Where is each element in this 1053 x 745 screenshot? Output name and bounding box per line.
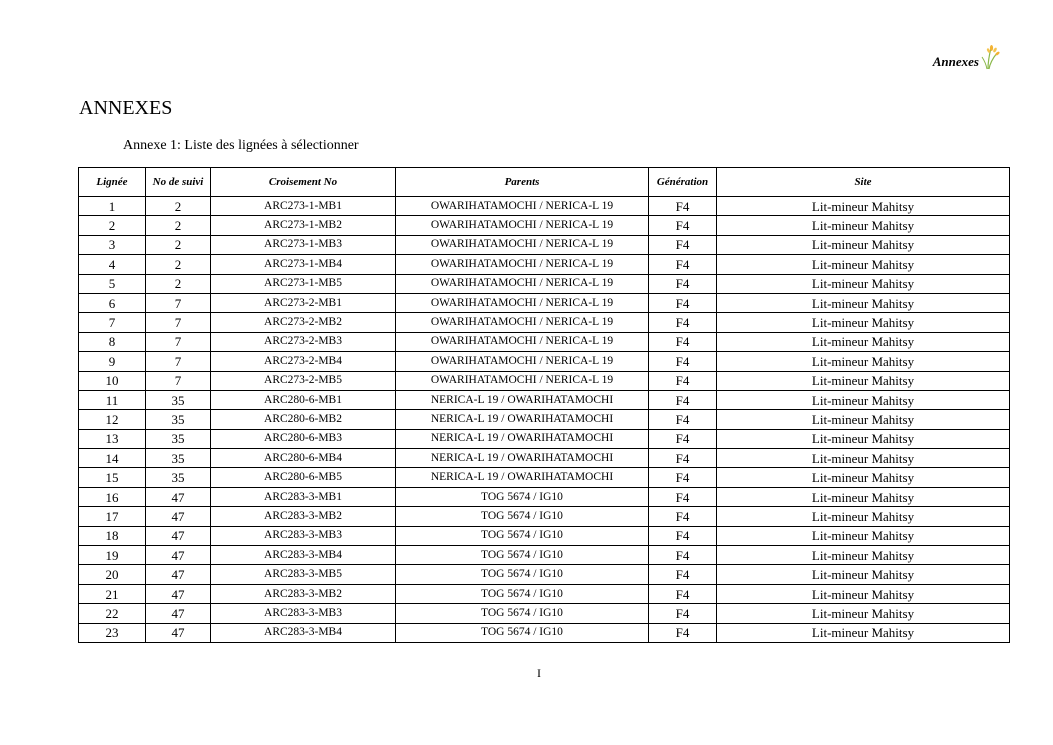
table-row <box>79 313 1010 332</box>
cell-generation: F4 <box>649 332 717 351</box>
cell-generation: F4 <box>649 274 717 293</box>
cell-no-de-suivi: 2 <box>146 274 211 293</box>
cell-site: Lit-mineur Mahitsy <box>717 216 1010 235</box>
cell-lignee: 17 <box>79 507 146 526</box>
cell-site: Lit-mineur Mahitsy <box>717 584 1010 603</box>
table-row <box>79 235 1010 254</box>
cell-generation: F4 <box>649 390 717 409</box>
cell-no-de-suivi: 35 <box>146 468 211 487</box>
cell-site: Lit-mineur Mahitsy <box>717 429 1010 448</box>
cell-parents: NERICA-L 19 / OWARIHATAMOCHI <box>396 468 649 487</box>
rice-plant-icon <box>981 44 1001 70</box>
cell-no-de-suivi: 35 <box>146 429 211 448</box>
table-row <box>79 390 1010 409</box>
lines-table <box>78 167 1010 643</box>
cell-parents: TOG 5674 / IG10 <box>396 584 649 603</box>
cell-croisement-no: ARC273-2-MB3 <box>211 332 396 351</box>
cell-no-de-suivi: 47 <box>146 546 211 565</box>
table-row <box>79 410 1010 429</box>
cell-parents: NERICA-L 19 / OWARIHATAMOCHI <box>396 410 649 429</box>
cell-parents: NERICA-L 19 / OWARIHATAMOCHI <box>396 390 649 409</box>
cell-site: Lit-mineur Mahitsy <box>717 526 1010 545</box>
cell-site: Lit-mineur Mahitsy <box>717 371 1010 390</box>
cell-croisement-no: ARC283-3-MB5 <box>211 565 396 584</box>
cell-generation: F4 <box>649 216 717 235</box>
cell-no-de-suivi: 47 <box>146 565 211 584</box>
cell-lignee: 8 <box>79 332 146 351</box>
cell-croisement-no: ARC273-2-MB5 <box>211 371 396 390</box>
table-row <box>79 507 1010 526</box>
cell-no-de-suivi: 7 <box>146 371 211 390</box>
cell-croisement-no: ARC283-3-MB2 <box>211 584 396 603</box>
cell-croisement-no: ARC283-3-MB3 <box>211 604 396 623</box>
cell-croisement-no: ARC273-2-MB2 <box>211 313 396 332</box>
cell-site: Lit-mineur Mahitsy <box>717 604 1010 623</box>
cell-no-de-suivi: 47 <box>146 487 211 506</box>
cell-generation: F4 <box>649 623 717 642</box>
table-row <box>79 449 1010 468</box>
cell-no-de-suivi: 2 <box>146 197 211 216</box>
cell-lignee: 22 <box>79 604 146 623</box>
cell-generation: F4 <box>649 352 717 371</box>
cell-lignee: 12 <box>79 410 146 429</box>
cell-generation: F4 <box>649 584 717 603</box>
cell-croisement-no: ARC280-6-MB4 <box>211 449 396 468</box>
cell-lignee: 5 <box>79 274 146 293</box>
cell-parents: TOG 5674 / IG10 <box>396 526 649 545</box>
cell-parents: OWARIHATAMOCHI / NERICA-L 19 <box>396 216 649 235</box>
cell-no-de-suivi: 47 <box>146 623 211 642</box>
cell-croisement-no: ARC280-6-MB3 <box>211 429 396 448</box>
cell-croisement-no: ARC280-6-MB1 <box>211 390 396 409</box>
cell-parents: TOG 5674 / IG10 <box>396 487 649 506</box>
column-header-no-de-suivi: No de suivi <box>146 168 211 197</box>
cell-croisement-no: ARC283-3-MB4 <box>211 546 396 565</box>
page-heading: ANNEXES <box>79 97 173 119</box>
cell-lignee: 2 <box>79 216 146 235</box>
page-number: I <box>537 666 541 680</box>
cell-site: Lit-mineur Mahitsy <box>717 255 1010 274</box>
table-row <box>79 623 1010 642</box>
cell-generation: F4 <box>649 468 717 487</box>
cell-lignee: 19 <box>79 546 146 565</box>
cell-lignee: 7 <box>79 313 146 332</box>
cell-parents: NERICA-L 19 / OWARIHATAMOCHI <box>396 429 649 448</box>
cell-site: Lit-mineur Mahitsy <box>717 197 1010 216</box>
cell-parents: OWARIHATAMOCHI / NERICA-L 19 <box>396 352 649 371</box>
cell-no-de-suivi: 7 <box>146 332 211 351</box>
cell-generation: F4 <box>649 449 717 468</box>
cell-croisement-no: ARC280-6-MB2 <box>211 410 396 429</box>
cell-site: Lit-mineur Mahitsy <box>717 293 1010 312</box>
cell-croisement-no: ARC273-1-MB4 <box>211 255 396 274</box>
cell-croisement-no: ARC283-3-MB4 <box>211 623 396 642</box>
cell-lignee: 10 <box>79 371 146 390</box>
cell-croisement-no: ARC283-3-MB1 <box>211 487 396 506</box>
annex-caption: Annexe 1: Liste des lignées à sélectionner <box>123 138 359 153</box>
table-row <box>79 584 1010 603</box>
table-header-row <box>79 168 1010 197</box>
cell-generation: F4 <box>649 197 717 216</box>
table-row <box>79 371 1010 390</box>
cell-lignee: 18 <box>79 526 146 545</box>
cell-parents: OWARIHATAMOCHI / NERICA-L 19 <box>396 274 649 293</box>
cell-generation: F4 <box>649 410 717 429</box>
table-row <box>79 293 1010 312</box>
cell-no-de-suivi: 2 <box>146 255 211 274</box>
table-row <box>79 274 1010 293</box>
cell-parents: TOG 5674 / IG10 <box>396 565 649 584</box>
cell-no-de-suivi: 47 <box>146 604 211 623</box>
cell-site: Lit-mineur Mahitsy <box>717 546 1010 565</box>
cell-parents: TOG 5674 / IG10 <box>396 604 649 623</box>
cell-lignee: 15 <box>79 468 146 487</box>
cell-generation: F4 <box>649 565 717 584</box>
cell-no-de-suivi: 7 <box>146 313 211 332</box>
cell-generation: F4 <box>649 546 717 565</box>
cell-no-de-suivi: 35 <box>146 410 211 429</box>
cell-no-de-suivi: 47 <box>146 507 211 526</box>
cell-lignee: 4 <box>79 255 146 274</box>
cell-site: Lit-mineur Mahitsy <box>717 468 1010 487</box>
cell-lignee: 11 <box>79 390 146 409</box>
cell-parents: OWARIHATAMOCHI / NERICA-L 19 <box>396 197 649 216</box>
table-row <box>79 468 1010 487</box>
cell-croisement-no: ARC273-1-MB3 <box>211 235 396 254</box>
cell-parents: OWARIHATAMOCHI / NERICA-L 19 <box>396 293 649 312</box>
cell-croisement-no: ARC283-3-MB3 <box>211 526 396 545</box>
cell-site: Lit-mineur Mahitsy <box>717 507 1010 526</box>
cell-generation: F4 <box>649 255 717 274</box>
cell-no-de-suivi: 2 <box>146 216 211 235</box>
table-row <box>79 487 1010 506</box>
cell-parents: TOG 5674 / IG10 <box>396 546 649 565</box>
column-header-generation: Génération <box>649 168 717 197</box>
cell-parents: OWARIHATAMOCHI / NERICA-L 19 <box>396 255 649 274</box>
cell-croisement-no: ARC283-3-MB2 <box>211 507 396 526</box>
table-row <box>79 546 1010 565</box>
column-header-parents: Parents <box>396 168 649 197</box>
cell-generation: F4 <box>649 293 717 312</box>
table-row <box>79 565 1010 584</box>
cell-parents: OWARIHATAMOCHI / NERICA-L 19 <box>396 313 649 332</box>
table-row <box>79 197 1010 216</box>
table-row <box>79 352 1010 371</box>
cell-generation: F4 <box>649 313 717 332</box>
cell-lignee: 13 <box>79 429 146 448</box>
cell-site: Lit-mineur Mahitsy <box>717 313 1010 332</box>
cell-site: Lit-mineur Mahitsy <box>717 352 1010 371</box>
table-row <box>79 604 1010 623</box>
cell-generation: F4 <box>649 526 717 545</box>
cell-generation: F4 <box>649 487 717 506</box>
cell-croisement-no: ARC273-2-MB1 <box>211 293 396 312</box>
cell-site: Lit-mineur Mahitsy <box>717 410 1010 429</box>
cell-site: Lit-mineur Mahitsy <box>717 623 1010 642</box>
cell-no-de-suivi: 35 <box>146 390 211 409</box>
cell-parents: NERICA-L 19 / OWARIHATAMOCHI <box>396 449 649 468</box>
cell-site: Lit-mineur Mahitsy <box>717 235 1010 254</box>
table-row <box>79 429 1010 448</box>
column-header-croisement-no: Croisement No <box>211 168 396 197</box>
cell-no-de-suivi: 2 <box>146 235 211 254</box>
cell-generation: F4 <box>649 371 717 390</box>
column-header-lignee: Lignée <box>79 168 146 197</box>
cell-no-de-suivi: 35 <box>146 449 211 468</box>
cell-lignee: 20 <box>79 565 146 584</box>
cell-generation: F4 <box>649 604 717 623</box>
cell-site: Lit-mineur Mahitsy <box>717 487 1010 506</box>
cell-site: Lit-mineur Mahitsy <box>717 565 1010 584</box>
cell-croisement-no: ARC280-6-MB5 <box>211 468 396 487</box>
cell-parents: OWARIHATAMOCHI / NERICA-L 19 <box>396 332 649 351</box>
cell-lignee: 23 <box>79 623 146 642</box>
cell-no-de-suivi: 7 <box>146 352 211 371</box>
cell-site: Lit-mineur Mahitsy <box>717 390 1010 409</box>
cell-generation: F4 <box>649 507 717 526</box>
cell-no-de-suivi: 7 <box>146 293 211 312</box>
table-row <box>79 216 1010 235</box>
cell-parents: OWARIHATAMOCHI / NERICA-L 19 <box>396 371 649 390</box>
page-header <box>933 44 1001 70</box>
cell-site: Lit-mineur Mahitsy <box>717 332 1010 351</box>
cell-croisement-no: ARC273-1-MB2 <box>211 216 396 235</box>
table-row <box>79 332 1010 351</box>
column-header-site: Site <box>717 168 1010 197</box>
table-body <box>79 197 1010 643</box>
cell-lignee: 9 <box>79 352 146 371</box>
table-row <box>79 526 1010 545</box>
cell-lignee: 14 <box>79 449 146 468</box>
cell-generation: F4 <box>649 235 717 254</box>
cell-site: Lit-mineur Mahitsy <box>717 274 1010 293</box>
cell-parents: TOG 5674 / IG10 <box>396 507 649 526</box>
cell-site: Lit-mineur Mahitsy <box>717 449 1010 468</box>
cell-parents: OWARIHATAMOCHI / NERICA-L 19 <box>396 235 649 254</box>
cell-generation: F4 <box>649 429 717 448</box>
cell-lignee: 21 <box>79 584 146 603</box>
cell-croisement-no: ARC273-1-MB1 <box>211 197 396 216</box>
cell-croisement-no: ARC273-2-MB4 <box>211 352 396 371</box>
header-label: Annexes <box>932 54 979 69</box>
cell-lignee: 6 <box>79 293 146 312</box>
cell-no-de-suivi: 47 <box>146 526 211 545</box>
cell-lignee: 3 <box>79 235 146 254</box>
cell-no-de-suivi: 47 <box>146 584 211 603</box>
cell-croisement-no: ARC273-1-MB5 <box>211 274 396 293</box>
cell-lignee: 16 <box>79 487 146 506</box>
cell-parents: TOG 5674 / IG10 <box>396 623 649 642</box>
cell-lignee: 1 <box>79 197 146 216</box>
table-row <box>79 255 1010 274</box>
